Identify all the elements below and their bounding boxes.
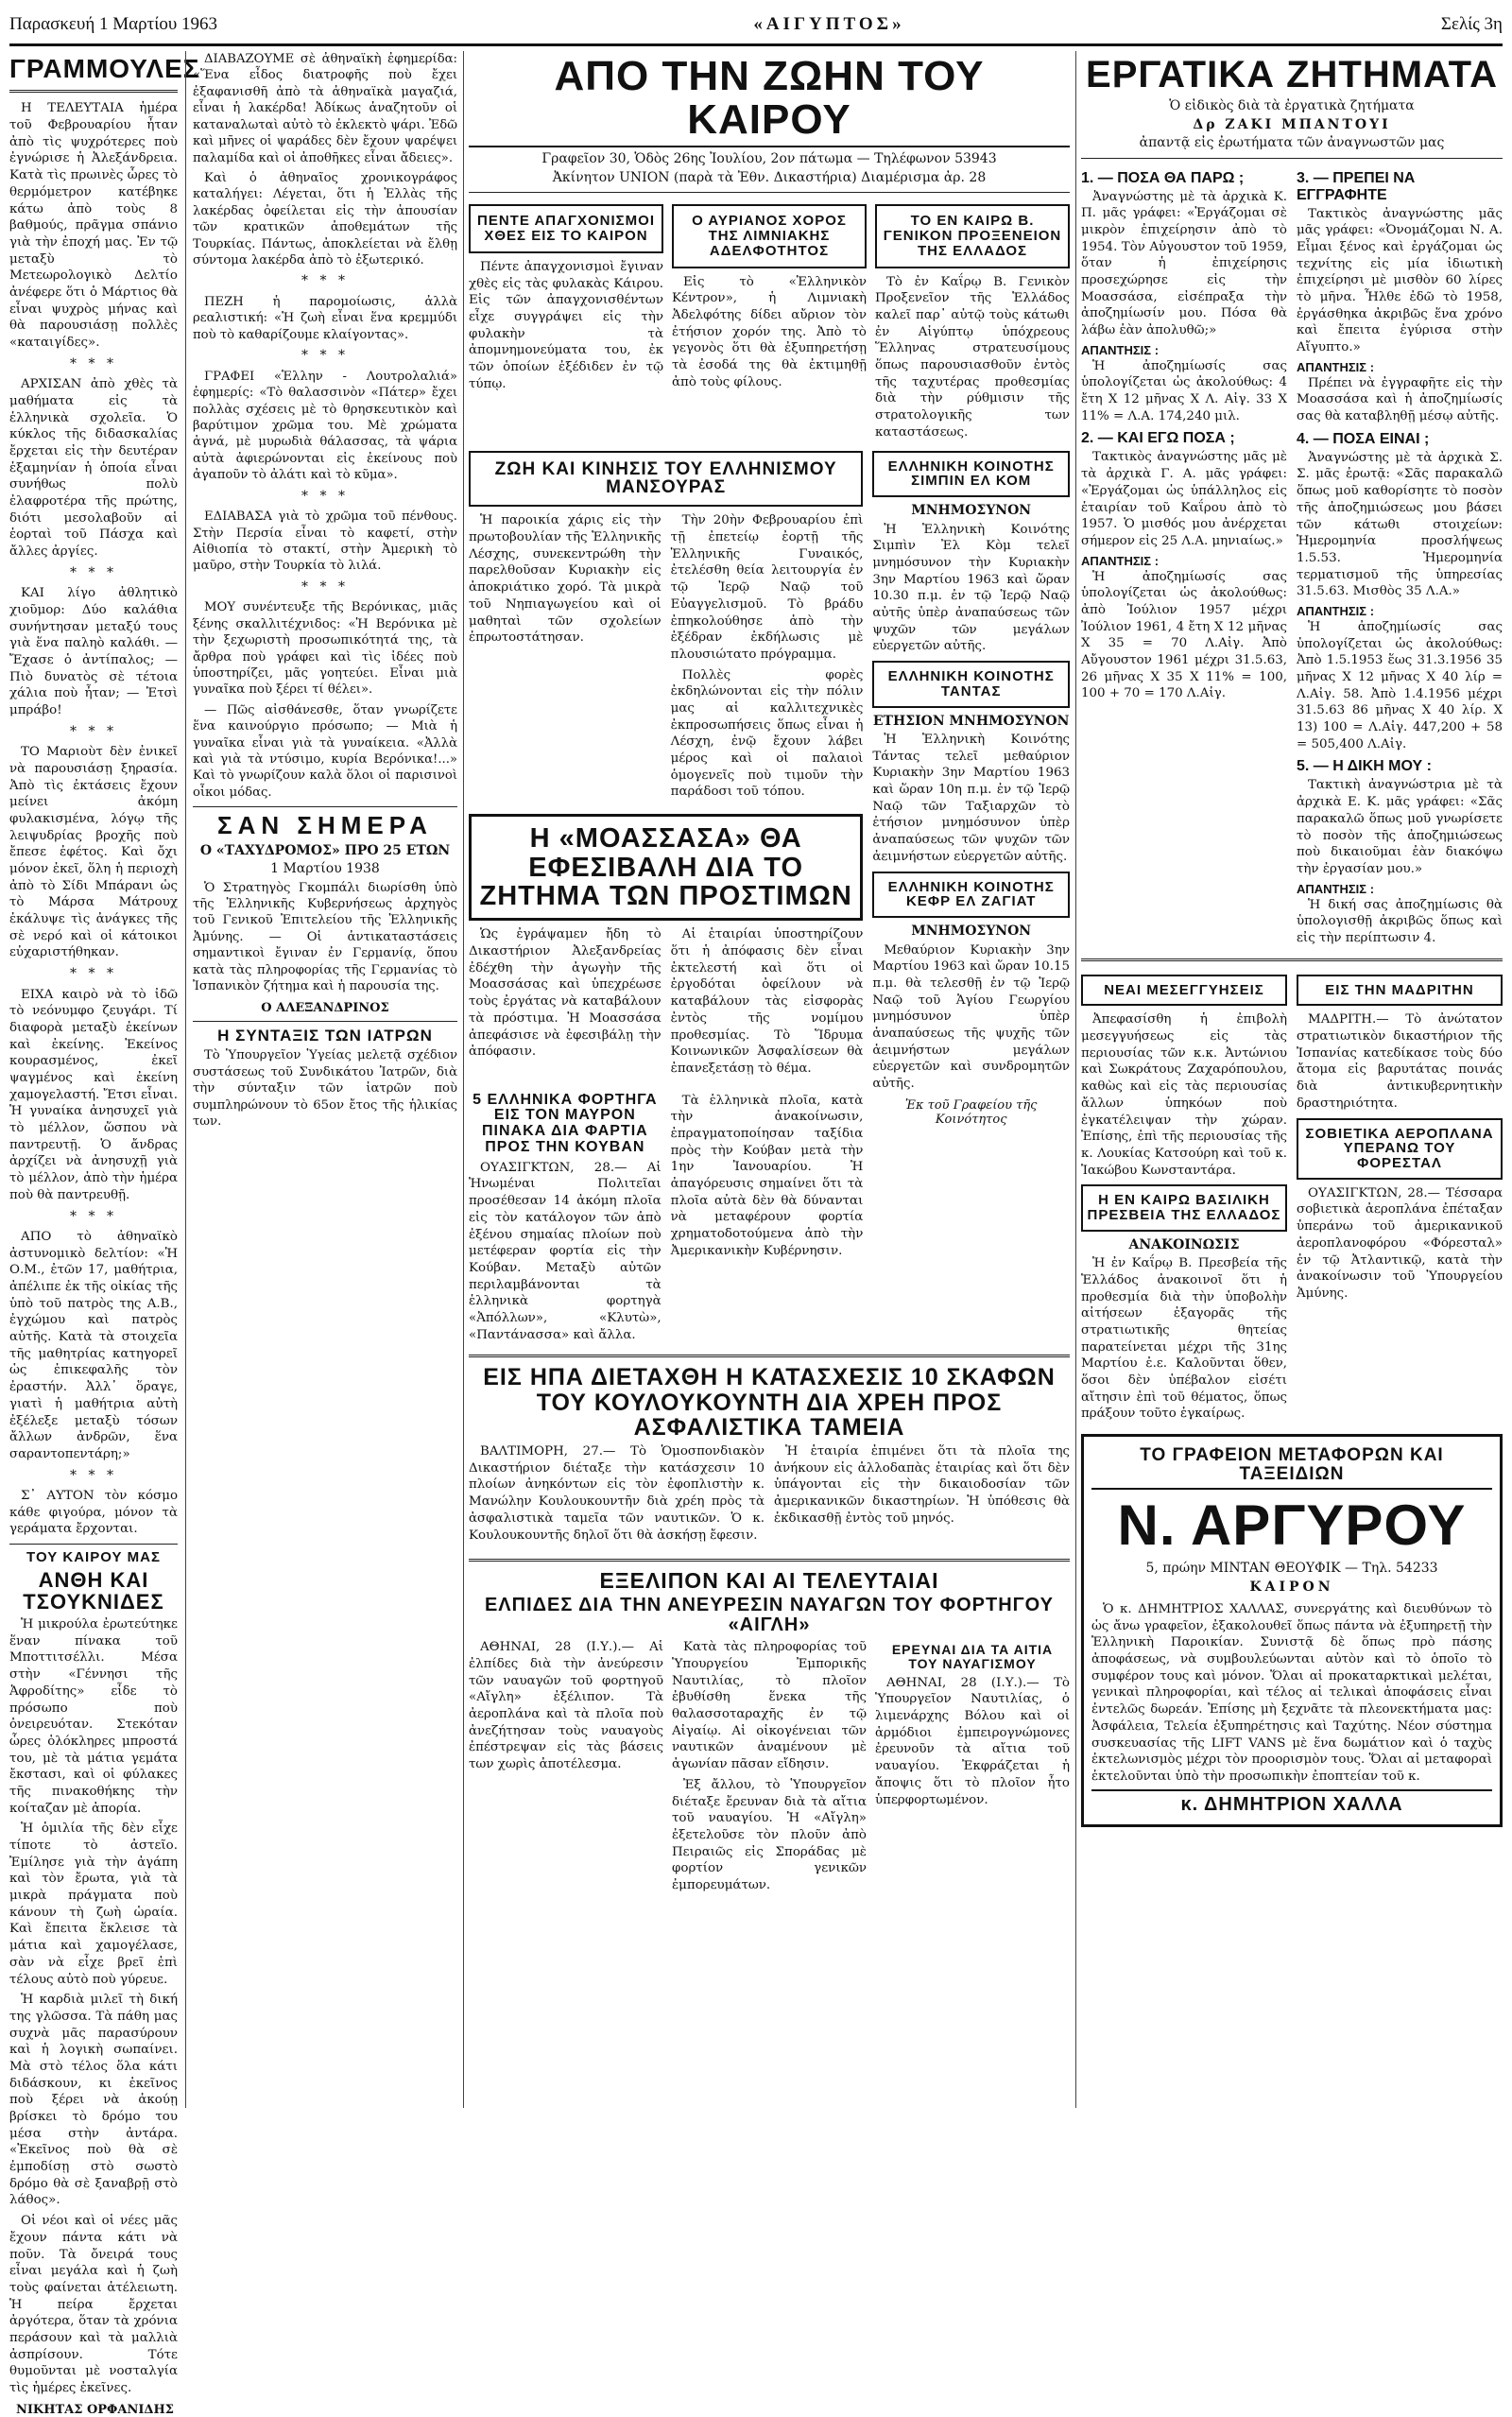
limniaki-choros-text: Εἰς τὸ «Ἑλληνικὸν Κέντρον», ἡ Λιμνιακὴ Ἀδελφότης δίδει αὔριον τὸν ἐτήσιον χορόν της. Ἀπὸ τὸ γεγονὸς ὅτι θὰ ἐξυπηρετήσῃ τὰ ἐσοδά της θὰ ἐκτιμηθῇ ἀπὸ τοὺς φίλους. <box>672 274 867 389</box>
muassasa-heading: Η «ΜΟΑΣΣΑΣΑ» ΘΑ ΕΦΕΣΙΒΑΛΗ ΔΙΑ ΤΟ ΖΗΤΗΜΑ ΤΩΝ ΠΡΟΣΤΙΜΩΝ <box>479 823 852 911</box>
presvia-heading: Η ΕΝ ΚΑΙΡΩ ΒΑΣΙΛΙΚΗ ΠΡΕΣΒΕΙΑ ΤΗΣ ΕΛΛΑΔΟΣ <box>1087 1192 1281 1223</box>
proxeneio-heading: ΤΟ ΕΝ ΚΑΙΡΩ Β. ΓΕΝΙΚΟΝ ΠΡΟΞΕΝΕΙΟΝ ΤΗΣ ΕΛΛΑΔΟΣ <box>883 213 1062 259</box>
sovietika-heading: ΣΟΒΙΕΤΙΚΑ ΑΕΡΟΠΛΑΝΑ ΥΠΕΡΑΝΩ ΤΟΥ ΦΟΡΕΣΤΑΛ <box>1305 1125 1494 1171</box>
grammoules-title: ΓΡΑΜΜΟΥΛΕΣ <box>9 54 200 83</box>
eklipon-text-3: Ἐξ ἄλλου, τὸ Ὑπουργεῖον διέταξε ἔρευναν διὰ τὰ αἴτια τοῦ ναυαγίου. Ἡ «Αἴγλη» ἐξετελοῦσε τὸν πλοῦν ἀπὸ Πειραιῶς εἰς Σποράδας μὲ φορτίον γενικῶν ἐμπορευμάτων. <box>672 1777 867 1892</box>
answer-4-text: Ἡ ἀποζημίωσίς σας ὑπολογίζεται ὡς ἀκολούθως: Ἀπὸ 1.5.1953 ἕως 31.3.1956 35 μῆνας Χ 12 μῆνας Χ 40 λίρ = Λ.Αἰγ. 58. Ἀπὸ 1.4.1956 μέχρι 31.5.63 86 μῆνας Χ 40 λίρ. Χ 13) 100 = Λ.Αἰγ. 447,200 + 58 = 505,400 Λ.Αἰγ. <box>1297 619 1503 751</box>
erevna-text: ΑΘΗΝΑΙ, 28 (Ι.Υ.).— Τὸ Ὑπουργεῖον Ναυτιλίας, ὁ λιμενάρχης Βόλου καὶ οἱ ἁρμόδιοι ἐμπειρογνώμονες ἐρευνοῦν τὰ αἴτια τοῦ ναυαγίου. Ἐκφράζεται ἡ ἄποψις ὅτι τὸ πλοῖον ἦτο ὑπερφορτωμένον. <box>875 1675 1070 1807</box>
muassasa-text-2: Αἱ ἑταιρίαι ὑποστηρίζουν ὅτι ἡ ἀπόφασις δὲν εἶναι ἐκτελεστή καὶ ὅτι οἱ ἐργοδόται ὀφείλουν νὰ καταβάλουν τὰς εἰσφορὰς ἐντὸς τῆς νομίμου προθεσμίας. Τὸ Ἵδρυμα Κοινωνικῶν Ἀσφαλίσεων θὰ ἐπανεξετάσῃ τὸ θέμα. <box>670 927 864 1076</box>
madriti-heading: ΕΙΣ ΤΗΝ ΜΑΔΡΙΤΗΝ <box>1325 981 1474 998</box>
grammoules-par-4: ΤΟ Μαριοὺτ δὲν ἐνικεῖ νὰ παρουσιάσῃ ξηρασία. Ἀπὸ τὶς ἐκτάσεις ἔχουν μείνει ἀκόμη φυλακισμένα, λόγῳ τῆς λειψυδρίας βροχῆς ποὺ ἔπεσε ἐφέτος. Καὶ ὄχι μόνον ἐκεῖ, ὅλη ἡ περιοχὴ ἀπὸ τὸ Σίδι Μπάρανι ὡς τὸ Μάρσα Μάτρουχ ἐκάλυψε τὶς ἀνάγκες τῆς σὲ νερό καὶ οἱ κάτοικοι εὐχαριστήθηκαν. <box>9 745 178 960</box>
kairou-mas-heading: ΤΟΥ ΚΑΙΡΟΥ ΜΑΣ <box>26 1549 161 1566</box>
question-3-heading: 3. — ΠΡΕΠΕΙ ΝΑ ΕΓΓΡΑΦΗΤΕ <box>1297 169 1416 203</box>
mesengiseis-text: Ἀπεφασίσθη ἡ ἐπιβολὴ μεσεγγυήσεως εἰς τὰς περιουσίας τῶν κ.κ. Ἀντώνιου καὶ Σωκράτους Ζαχαρόπουλου, καθὼς καὶ εἰς τὰς περιουσίας ἄλλων ὑπηκόων ποὺ ἐγκατέλειψαν τὴν χώραν. Ἐπίσης, ἐπὶ τῆς περιουσίας τῆς κ. Λουκίας Κατσούρη καὶ τοῦ κ. Ἰακώβου Κωνσταντάρα. <box>1081 1012 1287 1178</box>
san-simera-date: 1 Μαρτίου 1938 <box>270 861 380 877</box>
anthi-par-3: Ἡ καρδιὰ μιλεῖ τὴ δική της γλῶσσα. Τὰ πάθη μας συχνὰ μᾶς παρασύρουν καὶ ἡ λογικὴ σωπαίνει. Μὰ στὸ τέλος ὅλα κάτι διδάσκουν, κι ἐκεῖνος ποὺ ξέρει νὰ ἀκούῃ βρίσκει τὸ δρόμο του μέσα στὴν ἀντάρα. «Ἐκεῖνος ποὺ θὰ σὲ ἐμποδίσῃ στὸ σωστὸ δρόμο θὰ σὲ ξαναβρῇ στὸ λάθος». <box>9 1993 178 2208</box>
forthgia-heading: 5 ΕΛΛΗΝΙΚΑ ΦΟΡΤΗΓΑ ΕΙΣ ΤΟΝ ΜΑΥΡΟΝ ΠΙΝΑΚΑ ΔΙΑ ΦΑΡΤΙΑ ΠΡΟΣ ΤΗΝ ΚΟΥΒΑΝ <box>472 1091 658 1155</box>
anthi-par-1: Ἡ μικρούλα ἐρωτεύτηκε ἕναν πίνακα τοῦ Μποττιτσέλλι. Μέσα στὴν «Γέννησι τῆς Ἀφροδίτης» εἶδε τὸ πρόσωπο ποὺ ὀνειρευόταν. Στεκόταν ὧρες ὁλόκληρες μπροστά του, μὲ τὰ μάτια γεμάτα ἔκστασι, καὶ οἱ φύλακες τῆς πινακοθήκης τὴν κοίταζαν μὲ ἀπορία. <box>9 1617 178 1816</box>
kataschesis-heading: ΕΙΣ ΗΠΑ ΔΙΕΤΑΧΘΗ Η ΚΑΤΑΣΧΕΣΙΣ 10 ΣΚΑΦΩΝ ΤΟΥ ΚΟΥΛΟΥΚΟΥΝΤΗ ΔΙΑ ΧΡΕΗ ΠΡΟΣ ΑΣΦΑΛΙΣΤΙΚΑ ΤΑΜΕΙΑ <box>483 1364 1056 1441</box>
erevna-heading: ΕΡΕΥΝΑΙ ΔΙΑ ΤΑ ΑΙΤΙΑ ΤΟΥ ΝΑΥΑΓΙΣΜΟΥ <box>891 1642 1054 1672</box>
column-grammoules: ΓΡΑΜΜΟΥΛΕΣ Η ΤΕΛΕΥΤΑΙΑ ἡμέρα τοῦ Φεβρουαρίου ἦταν ἀπὸ τὶς ψυχρότερες ποὺ ἐγνώρισε ἡ Ἀλεξάνδρεια. Κατὰ τὶς πρωινὲς ὧρες τὸ θερμόμετρον κατέβηκε κάτω ἀπὸ τοὺς 8 βαθμούς, πρᾶγμα σπάνιο γιὰ τὴν ἐποχή μας. Ἐν τῷ μεταξὺ τὸ Μετεωρολογικὸ Δελτίο ἀνέφερε ὅτι ὁ Μάρτιος θὰ εἶναι ψυχρὸς μήνας καὶ θὰ παρουσιάσῃ πολλὲς «καταιγίδες». * * * ΑΡΧΙΣΑΝ ἀπὸ χθὲς τὰ μαθήματα εἰς τὰ ἑλληνικὰ σχολεῖα. Ὁ κύκλος τῆς διδασκαλίας ἔρχεται εἰς τὴν δευτέραν ἑξαμηνίαν ἡ ὁποία εἶναι συνήθως πολὺ ἐλαφροτέρα τῆς πρώτης, διότι μεσολαβοῦν αἱ ἑορταὶ τοῦ Πάσχα καὶ ἄλλες ἀργίες. * * * ΚΑΙ λίγο ἀθλητικὸ χιοῦμορ: Δύο καλάθια συνήντησαν μεταξύ τους γιὰ ἕνα παληὸ καλάθι. — Ἔχασε ὁ ἀντίπαλος; — Πιὸ δυνατὸς σὲ τέτοια χάλια ποὺ ἦταν; — Ἐτσὶ μπράβο! * * * ΤΟ Μαριοὺτ δὲν ἐνικεῖ νὰ παρουσιάσῃ ξηρασία. Ἀπὸ τὶς ἐκτάσεις ἔχουν μείνει ἀκόμη φυλακισμένα, λόγῳ τῆς λειψυδρίας βροχῆς ποὺ ἔπεσε ἐφέτος. Καὶ ὄχι μόνον ἐκεῖ, ὅλη ἡ περιοχὴ ἀπὸ τὸ Σίδι Μπάρανι ὡς τὸ Μάρσα Μάτρουχ ἐκάλυψε τὶς ἀνάγκες τῆς σὲ νερό καὶ οἱ κάτοικοι εὐχαριστήθηκαν. * * * ΕΙΧΑ καιρὸ νὰ τὸ ἰδῶ τὸ νεόνυμφο ζευγάρι. Τί διαφορὰ μεταξὺ ἐκείνων καὶ ἐκείνης. Ἐκείνος κουρασμένος, ἐκεῖ ψαγμένος καὶ ἐκείνη χαμογελαστή. Ἔτσι εἶναι. Ἡ γυναίκα ἀνησυχεῖ γιὰ τὸ μέλλον, ὥσπου νὰ παντρευτῇ. Ὁ ἄνδρας ἀρχίζει νὰ ἀνησυχῇ γιὰ τὸ μέλλον, ἀπὸ τὴν ἡμέρα ποὺ θὰ παντρευθῇ. * * * ΑΠΟ τὸ ἀθηναϊκὸ ἀστυνομικὸ δελτίον: «Ἡ Ο.Μ., ἐτῶν 17, μαθήτρια, ἀπέλιπε ἐκ τῆς οἰκίας τῆς ὑπὸ τοῦ πατρὸς της Α.Β., ἐγχώμου καὶ πατρὸς αὐτῆς. Κατὰ τὰ στοιχεῖα τῆς μαθητρίας κατηγορεῖ ὡς ἐπικεφαλῆς τὸν ἐραστήν. Ἀλλ᾽ ὅραγε, γιατὶ ἡ μαθήτρια αὐτὴ ἐξέλεξε μεταξὺ τόσων ἄλλων ἀνδρῶν, ἕνα σαραντοπεντάρη;» * * * Σ᾽ ΑΥΤΟΝ τὸν κόσμο κάθε φιγούρα, μόνον τὰ γεράματα ἔρχονται. ΤΟΥ ΚΑΙΡΟΥ ΜΑΣ ΑΝΘΗ ΚΑΙ ΤΣΟΥΚΝΙΔΕΣ Ἡ μικρούλα ἐρωτεύτηκε ἕναν πίνακα τοῦ Μποττιτσέλλι. Μέσα στὴν «Γέννησι τῆς Ἀφροδίτης» εἶδε τὸ πρόσωπο ποὺ ὀνειρευόταν. Στεκόταν ὧρες ὁλόκληρες μπροστά του, μὲ τὰ μάτια γεμάτα ἔκστασι, καὶ οἱ φύλακες τῆς πινακοθήκης τὴν κοίταζαν μὲ ἀπορία. Ἡ ὁμιλία τῆς δὲν εἶχε τίποτε τὸ ἀστεῖο. Ἐμίλησε γιὰ τὴν ἀγάπη καὶ τὸν ἔρωτα, γιὰ τὰ μικρὰ πράγματα ποὺ κάνουν τὴ ζωὴ ὡραία. Καὶ ἔπειτα ἔκλεισε τὰ μάτια καὶ χαμογέλασε, σὰν νὰ εἶχε βρεῖ ἐπὶ τέλους αὐτὸ ποὺ γύρευε. Ἡ καρδιὰ μιλεῖ τὴ δική της γλῶσσα. Τὰ πάθη μας συχνὰ μᾶς παρασύρουν καὶ ἡ λογικὴ σωπαίνει. Μὰ στὸ τέλος ὅλα κάτι διδάσκουν, κι ἐκεῖνος ποὺ ξέρει νὰ ἀκούῃ βρίσκει τὸ δρόμο του μέσα στὴν ἀντάρα. «Ἐκεῖνος ποὺ θὰ σὲ ἐμποδίσῃ στὸ σωστὸ δρόμο θὰ σὲ ξαναβρῇ στὸ λάθος». Οἱ νέοι καὶ οἱ νέες μᾶς ἔχουν πάντα κάτι νὰ ποῦν. Τὰ ὄνειρά τους εἶναι μεγάλα καὶ ἡ ζωὴ τοὺς φαίνεται ἀτέλειωτη. Ἡ πείρα ἔρχεται ἀργότερα, ὅταν τὰ χρόνια περάσουν καὶ τὰ μαλλιὰ ἀσπρίσουν. Τότε θυμοῦνται μὲ νοσταλγία τὶς ἡμέρες ἐκεῖνες. ΝΙΚΗΤΑΣ ΟΡΦΑΝΙΔΗΣ <box>9 54 200 2417</box>
koinotita-simpin-subtitle: ΜΝΗΜΟΣΥΝΟΝ <box>911 503 1032 518</box>
office-line-1: Γραφεῖον 30, Ὁδὸς 26ης Ἰουλίου, 2ον πάτωμα — Τηλέφωνον 53943 <box>541 151 997 167</box>
mansouras-text-2: Τὴν 20ὴν Φεβρουαρίου ἐπὶ τῇ ἐπετείῳ ἐορτῇ τῆς Ἑλληνικῆς Γυναικός, ἐτελέσθη θεία λειτουργία ἐν τῷ Ἱερῷ Ναῷ τοῦ Εὐαγγελισμοῦ. Τὸ βράδυ ἐπηκολούθησε ἀπὸ τὴν ἐξέδραν ἐκδήλωσις μὲ πλουσιώτατο πρόγραμμα. <box>670 513 864 662</box>
col2-par-5: ΕΔΙΑΒΑΣΑ γιὰ τὸ χρῶμα τοῦ πένθους. Στὴν Περσία εἶναι τὸ καφετί, στὴν Αἰθιοπία τὸ στακτί, στὴν Ἀμερικὴ τὸ μαῦρο, στὴν Τουρκία τὸ λιλά. <box>193 509 457 574</box>
col2-par-2: Καὶ ὁ ἀθηναῖος χρονικογράφος καταλήγει: Λέγεται, ὅτι ἡ Ἑλλὰς τῆς λακέρδας ὀφείλεται εἰς τὴν ἀπουσίαν τῶν κρατικῶν ἀποθεμάτων τῆς Τουρκίας. Πάντως, ἀποκλείεται νὰ ἔλθῃ σύντομα λακέρδα ἀπὸ τὸ ἐξωτερικό. <box>193 170 457 268</box>
koinotita-simpin-heading: ΕΛΛΗΝΙΚΗ ΚΟΙΝΟΤΗΣ ΣΙΜΠΙΝ ΕΛ ΚΟΜ <box>887 458 1055 490</box>
argyrou-advertisement <box>1081 1434 1503 1826</box>
question-1-heading: 1. — ΠΟΣΑ ΘΑ ΠΑΡΩ ; <box>1081 169 1245 186</box>
iatroi-heading: Η ΣΥΝΤΑΞΙΣ ΤΩΝ ΙΑΤΡΩΝ <box>217 1026 433 1044</box>
col2-par-6: ΜΟΥ συνέντευξε τῆς Βερόνικας, μιᾶς ξένης σκαλλιτέχνιδος: «Ἡ Βερόνικα μὲ τὴν ξεχωριστὴ προσωπικότητά της, τὰ ἄρθρα ποὺ γράφει καὶ τὶς ἰδέες ποὺ ὑποστηρίζει, μᾶς γοητεύει. Εἶναι μιὰ γυναῖκα ποὺ ξέρει τί θέλει». <box>193 600 457 698</box>
answer-3-label: ΑΠΑΝΤΗΣΙΣ : <box>1297 359 1375 374</box>
limniaki-choros-heading: Ο ΑΥΡΙΑΝΟΣ ΧΟΡΟΣ ΤΗΣ ΛΙΜΝΙΑΚΗΣ ΑΔΕΛΦΟΤΗΤΟΣ <box>692 213 847 259</box>
masthead-page-number: Σελίς 3η <box>1440 14 1503 34</box>
center-section <box>469 51 1070 2108</box>
proxeneio-text: Τὸ ἐν Καΐρῳ Β. Γενικὸν Προξενεῖον τῆς Ἑλλάδος καλεῖ παρ᾽ αὐτῷ τοὺς κάτωθι ἐν Αἰγύπτῳ ὑπόχρεους Ἕλληνας στρατευσίμους ὅπως παρουσιασθοῦν ἐντὸς τῆς ταχυτέρας προθεσμίας διὰ τὴν ρύθμισιν τῆς στρατολογικῆς των καταστάσεως. <box>875 274 1070 440</box>
ad-text: Ὁ κ. ΔΗΜΗΤΡΙΟΣ ΧΑΛΛΑΣ, συνεργάτης καὶ διευθύνων τὸ ὡς ἄνω γραφεῖον, ἐξακολουθεῖ ὅπως πάντα νὰ ἐξυπηρετῇ τὴν Ἑλληνικὴ Παροικίαν. Συνιστᾷ δὲ ὅπως πρὸ πάσης ἀποφάσεως, νὰ συμβουλεύωνται αὐτὸν καὶ τὸ ὁποῖο τὸ συμφέρον τους καὶ μόνον. Ὅλαι αἱ προκαταρκτικαὶ μελέται, γενικαὶ πληροφορίαι, καὶ τέλος αἱ τελικαὶ ἀποφάσεις εἶναι ἐντελῶς δωρεάν. Ἐπίσης μὴ ξεχνᾶτε τὰ πλεονεκτήματα μας: Ἀσφάλεια, Τελεία ἐξυπηρέτησις καὶ Ταχύτης. Νέον σύστημα συσκευασίας τῆς LIFT VANS μὲ ἕνα δωμάτιον καὶ ὁ ταχὺς ἐκτελωνισμὸς μέχρι τὸν προορισμὸν τους. Ὅλαι αἱ μεταφοραὶ ἐκτελοῦνται ὑπὸ τὴν προσωπικὴν ἐποπτείαν τοῦ κ. <box>1091 1602 1492 1784</box>
koinotita-tantas-text: Ἡ Ἑλληνικὴ Κοινότης Τάντας τελεῖ μεθαύριον Κυριακὴν 3ην Μαρτίου 1963 καὶ ὥραν 10η π.μ. ἐν τῷ Ἱερῷ Ναῷ τῶν Ταξιαρχῶν τὸ ἐτήσιον μνημόσυνον ὑπὲρ ἀναπαύσεως τῶν ψυχῶν τῶν ἀειμνήστων εὐεργετῶν αὐτῆς. <box>872 733 1070 864</box>
forthgia-text-2: Τὰ ἑλληνικὰ πλοῖα, κατὰ τὴν ἀνακοίνωσιν, ἐπραγματοποίησαν ταξίδια πρὸς τὴν Κούβαν μετὰ τὴν 1ην Ἰανουαρίου. Ἡ ἀπαγόρευσις σημαίνει ὅτι τὰ πλοῖα αὐτὰ δὲν θὰ δύνανται νὰ μεταφέρουν φορτία χρηματοδοτούμενα ἀπὸ τὴν Ἀμερικανικὴν Κυβέρνησιν. <box>670 1093 864 1258</box>
masthead-paper-name: «ΑΙΓΥΠΤΟΣ» <box>753 14 905 34</box>
right-section <box>1081 51 1503 2108</box>
col2-par-4: ΓΡΑΦΕΙ «Ἑλλην - Λουτρολαλιά» ἐφημερίς: «Τὸ θαλασσινὸν «Πάτερ» ἔχει πολλὰς σχέσεις μὲ τὸ θρησκευτικὸν καὶ βαρύτιμον χρῶμα του. Μὲ χρώματα ἁγνά, μὲ μυρωδιὰ θάλασσας, τὰ ψάρια αὐτὰ ἀφιερώνονται εἰς ἐκείνους ποὺ ἀγαποῦν τὸ ἀλάτι καὶ τὸ κῦμα». <box>193 369 457 483</box>
office-line-2: Ἀκίνητον UNION (παρὰ τὰ Ἐθν. Δικαστήρια) Διαμέρισμα ἀρ. 28 <box>552 169 987 185</box>
masthead-date: Παρασκευή 1 Μαρτίου 1963 <box>9 14 217 34</box>
masthead <box>9 6 1503 46</box>
anthi-tsouknides-heading: ΑΝΘΗ ΚΑΙ ΤΣΟΥΚΝΙΔΕΣ <box>23 1567 164 1614</box>
koinotita-signoff: Ἐκ τοῦ Γραφείου τῆς Κοινότητος <box>904 1097 1038 1127</box>
grammoules-par-1: Η ΤΕΛΕΥΤΑΙΑ ἡμέρα τοῦ Φεβρουαρίου ἦταν ἀπὸ τὶς ψυχρότερες ποὺ ἐγνώρισε ἡ Ἀλεξάνδρεια. Κατὰ τὶς πρωινὲς ὧρες τὸ θερμόμετρον κατέβηκε κάτω ἀπὸ τοὺς 8 βαθμούς, πρᾶγμα σπάνιο γιὰ τὴν ἐποχή μας. Ἐν τῷ μεταξὺ τὸ Μετεωρολογικὸ Δελτίο ἀνέφερε ὅτι ὁ Μάρτιος θὰ εἶναι ψυχρὸς μήνας καὶ θὰ παρουσιάσῃ πολλὲς «καταιγίδες». <box>9 101 178 351</box>
ad-footer-name: κ. ΔΗΜΗΤΡΙΟΝ ΧΑΛΛΑ <box>1091 1789 1492 1815</box>
question-4-text: Ἀναγνώστης μὲ τὰ ἀρχικὰ Σ. Σ. μᾶς ἐρωτᾷ: «Σᾶς παρακαλῶ ὅπως μοῦ καθορίσητε τὸ ποσὸν τῆς ἀποζημιώσεως μου βάσει τῶν κάτωθι στοιχείων: Ἡμερομηνία προσλήψεως 1.5.53. Ἡμερομηνία τερματισμοῦ τῆς ὑπηρεσίας 31.5.63. Μισθὸς 35 Λ.Α.» <box>1297 450 1503 599</box>
signature-alexandrinos: Ο ΑΛΕΞΑΝΔΡΙΝΟΣ <box>261 1000 389 1015</box>
answer-2-label: ΑΠΑΝΤΗΣΙΣ : <box>1081 553 1160 568</box>
muassasa-text-1: Ὡς ἐγράψαμεν ἤδη τὸ Δικαστήριον Ἀλεξανδρείας ἐδέχθη τὴν ἀγωγὴν τῆς Μοασσάσας καὶ ὑπεχρέωσε τοὺς ἐργάτας νὰ καταβάλουν τὰ πρόστιμα. Ἡ Μοασσάσα ἀπεφάσισε νὰ ἐφεσιβάλῃ τὴν ἀπόφασιν. <box>469 927 662 1060</box>
san-simera-text: Ὁ Στρατηγὸς Γκομπάλι διωρίσθη ὑπὸ τῆς Ἑλληνικῆς Κυβερνήσεως ἀρχηγὸς τοῦ Γενικοῦ Ἐπιτελείου τῆς Ἑλληνικῆς Ἀμύνης. — Οἱ ἀντικαταστάσεις σημαντικοὶ ἔγιναν ἐν Γερμανίᾳ, ὅπου κατὰ τὰς πληροφορίας τῆς Γερμανίας τὸ Ἰσπανικὸν ζήτημα καὶ ἡ παρουσία της. <box>193 880 457 994</box>
grammoules-par-2: ΑΡΧΙΣΑΝ ἀπὸ χθὲς τὰ μαθήματα εἰς τὰ ἑλληνικὰ σχολεῖα. Ὁ κύκλος τῆς διδασκαλίας ἔρχεται εἰς τὴν δευτέραν ἑξαμηνίαν ἡ ὁποία εἶναι συνήθως πολὺ ἐλαφροτέρα τῆς πρώτης, διότι μεσολαβοῦν αἱ ἑορταὶ τοῦ Πάσχα καὶ ἄλλες ἀργίες. <box>9 377 178 560</box>
san-simera-subtitle: Ο «ΤΑΧΥΔΡΟΜΟΣ» ΠΡΟ 25 ΕΤΩΝ <box>199 842 451 858</box>
madriti-text: ΜΑΔΡΙΤΗ.— Τὸ ἀνώτατον στρατιωτικὸν δικαστήριον τῆς Ἰσπανίας κατεδίκασε τοὺς δύο ἄτομα εἰς βαρυτάτας ποινάς διὰ ἀντικυβερνητικὴν δραστηριότητα. <box>1297 1012 1503 1111</box>
mansouras-heading: ΖΩΗ ΚΑΙ ΚΙΝΗΣΙΣ ΤΟΥ ΕΛΛΗΝΙΣΜΟΥ ΜΑΝΣΟΥΡΑΣ <box>494 458 837 498</box>
question-5-text: Τακτικὴ ἀναγνώστρια μὲ τὰ ἀρχικὰ Ε. Κ. μᾶς γράφει: «Σᾶς παρακαλῶ ὅπως μοῦ γνωρίσετε τὸ ποσὸν τῆς ἀποζημιώσεως ποὺ δικαιοῦμαι ἐὰν διακόψω τὴν ἐργασίαν μου.» <box>1297 778 1503 876</box>
eklipon-text-2: Κατὰ τὰς πληροφορίας τοῦ Ὑπουργείου Ἐμπορικῆς Ναυτιλίας, τὸ πλοῖον ἐβυθίσθη ἕνεκα τῆς θαλασσοταραχῆς ἐν τῷ Αἰγαίῳ. Αἱ οἰκογένειαι τῶν ναυτικῶν ἀναμένουν μὲ ἀγωνίαν πᾶσαν εἴδησιν. <box>672 1640 867 1772</box>
column-second: ΔΙΑΒΑΖΟΥΜΕ σὲ ἀθηναϊκὴ ἐφημερίδα: «Ἕνα εἶδος διατροφῆς ποὺ ἔχει ἐξαφανισθῆ ἀπὸ τὰ ἀθηναϊκὰ μαγαζιά, εἶναι ἡ λακέρδα! Ἀδίκως ἀναζητοῦν οἱ καταναλωταὶ αὐτὸ τὸ ἐκλεκτὸ ψάρι. Ἐδῶ καὶ μῆνες οἱ ψαράδες δὲν ἔχουν ψαρέψει παλαμίδα καὶ οἱ ἀποθῆκες εἶναι ἄδειες». Καὶ ὁ ἀθηναῖος χρονικογράφος καταλήγει: Λέγεται, ὅτι ἡ Ἑλλὰς τῆς λακέρδας ὀφείλεται εἰς τὴν ἀπουσίαν τῶν κρατικῶν ἀποθεμάτων τῆς Τουρκίας. Πάντως, ἀποκλείεται νὰ ἔλθῃ σύντομα λακέρδα ἀπὸ τὸ ἐξωτερικό. * * * ΠΕΖΗ ἡ παρομοίωσις, ἀλλὰ ρεαλιστική: «Ἡ ζωὴ εἶναι ἕνα κρεμμύδι ποὺ τὸ καθαρίζουμε κλαίγοντας». * * * ΓΡΑΦΕΙ «Ἑλλην - Λουτρολαλιά» ἐφημερίς: «Τὸ θαλασσινὸν «Πάτερ» ἔχει πολλὰς σχέσεις μὲ τὸ θρησκευτικὸν καὶ βαρύτιμον χρῶμα του. Μὲ χρώματα ἁγνά, μὲ μυρωδιὰ θάλασσας, τὰ ψάρια αὐτὰ ἀφιερώνονται εἰς ἐκείνους ποὺ ἀγαποῦν τὸ ἀλάτι καὶ τὸ κῦμα». * * * ΕΔΙΑΒΑΣΑ γιὰ τὸ χρῶμα τοῦ πένθους. Στὴν Περσία εἶναι τὸ καφετί, στὴν Αἰθιοπία τὸ στακτί, στὴν Ἀμερικὴ τὸ μαῦρο, στὴν Τουρκία τὸ λιλά. * * * ΜΟΥ συνέντευξε τῆς Βερόνικας, μιᾶς ξένης σκαλλιτέχνιδος: «Ἡ Βερόνικα μὲ τὴν ξεχωριστὴ προσωπικότητά της, τὰ ἄρθρα ποὺ γράφει καὶ τὶς ἰδέες ποὺ ὑποστηρίζει, μᾶς γοητεύει. Εἶναι μιὰ γυναῖκα ποὺ ξέρει τί θέλει». — Πῶς αἰσθάνεσθε, ὅταν γνωρίζετε ἕνα καινούργιο πρόσωπο; — Μιὰ ἡ γυναῖκα εἶναι γιὰ τὰ γυναίκεια. «Ἀλλὰ καὶ γιὰ τὰ ντύσιμο, κυρία Βερόνικα!...» Καὶ τὸ γνωρίζουν καλὰ ὅλοι οἱ παρισινοὶ οἶκοι μόδας. ΣΑΝ ΣΗΜΕΡΑ Ο «ΤΑΧΥΔΡΟΜΟΣ» ΠΡΟ 25 ΕΤΩΝ 1 Μαρτίου 1938 Ὁ Στρατηγὸς Γκομπάλι διωρίσθη ὑπὸ τῆς Ἑλληνικῆς Κυβερνήσεως ἀρχηγὸς τοῦ Γενικοῦ Ἐπιτελείου τῆς Ἑλληνικῆς Ἀμύνης. — Οἱ ἀντικαταστάσεις σημαντικοὶ ἔγιναν ἐν Γερμανίᾳ, ὅπου κατὰ τὰς πληροφορίας τῆς Γερμανίας τὸ Ἰσπανικὸν ζήτημα καὶ ἡ παρουσία της. Ο ΑΛΕΞΑΝΔΡΙΝΟΣ Η ΣΥΝΤΑΞΙΣ ΤΩΝ ΙΑΤΡΩΝ Τὸ Ὑπουργεῖον Ὑγείας μελετᾷ σχέδιον συστάσεως τοῦ Συνδικάτου Ἰατρῶν, διὰ τὴν σύνταξιν τῶν ἰατρῶν ποὺ συμπληρώνουν τὸ 65ον ἔτος τῆς ἡλικίας των. <box>193 52 457 1130</box>
grammoules-par-7: Σ᾽ ΑΥΤΟΝ τὸν κόσμο κάθε φιγούρα, μόνον τὰ γεράματα ἔρχονται. <box>9 1489 178 1537</box>
koinotita-kefr-heading: ΕΛΛΗΝΙΚΗ ΚΟΙΝΟΤΗΣ ΚΕΦΡ ΕΛ ΖΑΓΙΑΤ <box>887 878 1055 910</box>
eklipon-text-1: ΑΘΗΝΑΙ, 28 (Ι.Υ.).— Αἱ ἐλπίδες διὰ τὴν ἀνεύρεσιν τῶν ναυαγῶν τοῦ φορτηγοῦ «Αἴγλη» ἐξέλιπον. Τὰ ἀεροπλάνα καὶ τὰ πλοῖα ποὺ ἀνεζήτησαν τοὺς ναυαγοὺς ἐπέστρεψαν εἰς τὰς βάσεις των χωρὶς ἀποτέλεσμα. <box>469 1640 663 1772</box>
presvia-text: Ἡ ἐν Καΐρῳ Β. Πρεσβεία τῆς Ἑλλάδος ἀνακοινοῖ ὅτι ἡ προθεσμία διὰ τὴν ὑποβολὴν αἰτήσεων ἐξαγορᾶς τῆς στρατιωτικῆς θητείας παρατείνεται μέχρι τῆς 31ης Μαρτίου ἐ.ε. Καλοῦνται ὅθεν, ὅσοι δὲν ὑπέβαλον εἰσέτι αἴτησιν ἐπὶ τοῦ θέματος, ὅπως πράξουν τοῦτο ἐγκαίρως. <box>1081 1256 1287 1422</box>
mansouras-text-3: Πολλὲς φορὲς ἐκδηλώνονται εἰς τὴν πόλιν μας αἱ καλλιτεχνικὲς ἐκπροσωπήσεις ὅπως εἶναι ἡ Λέσχη, ἐνῷ ἔχουν λάβει μέρος καὶ οἱ παλαιοὶ ὁμογενεῖς ποὺ τιμοῦν τὴν παράδοσι τοῦ τόπου. <box>670 667 864 800</box>
koinotita-kefr-text: Μεθαύριον Κυριακὴν 3ην Μαρτίου 1963 καὶ ὥραν 10.15 π.μ. θὰ τελεσθῇ ἐν τῷ Ἱερῷ Ναῷ τοῦ Ἁγίου Γεωργίου μνημόσυνον ὑπὲρ ἀναπαύσεως τῆς ψυχῆς τῶν ἀειμνήστων μεγάλων εὐεργετῶν καὶ συνδρομητῶν αὐτῆς. <box>872 942 1070 1091</box>
ergatika-title: ΕΡΓΑΤΙΚΑ ΖΗΤΗΜΑΤΑ <box>1086 54 1498 95</box>
col2-par-7: — Πῶς αἰσθάνεσθε, ὅταν γνωρίζετε ἕνα καινούργιο πρόσωπο; — Μιὰ ἡ γυναῖκα εἶναι γιὰ τὰ γυναίκεια. «Ἀλλὰ καὶ γιὰ τὰ ντύσιμο, κυρία Βερόνικα!...» Καὶ τὸ γνωρίζουν καλὰ ὅλοι οἱ παρισινοὶ οἶκοι μόδας. <box>193 702 457 800</box>
san-simera-heading: ΣΑΝ ΣΗΜΕΡΑ <box>217 811 433 840</box>
apagxonismoi-heading: ΠΕΝΤΕ ΑΠΑΓΧΟΝΙΣΜΟΙ ΧΘΕΣ ΕΙΣ ΤΟ ΚΑΙΡΟΝ <box>477 213 655 245</box>
answer-5-text: Ἡ δική σας ἀποζημίωσις θὰ ὑπολογισθῇ ἀκριβῶς ὅπως καὶ εἰς τὴν περίπτωσιν 4. <box>1297 897 1503 945</box>
mesengiseis-heading: ΝΕΑΙ ΜΕΣΕΓΓΥΗΣΕΙΣ <box>1104 981 1264 998</box>
koinotita-kefr-subtitle: ΜΝΗΜΟΣΥΝΟΝ <box>911 924 1032 939</box>
question-4-heading: 4. — ΠΟΣΑ ΕΙΝΑΙ ; <box>1297 430 1430 447</box>
answer-1-text: Ἡ ἀποζημίωσίς σας ὑπολογίζεται ὡς ἀκολούθως: 4 ἔτη Χ 12 μῆνας Χ Λ. Αἰγ. 33 Χ 11% = Λ.Α. 174,240 μιλ. <box>1081 358 1287 423</box>
answer-4-label: ΑΠΑΝΤΗΣΙΣ : <box>1297 603 1375 618</box>
ad-company-name: Ν. ΑΡΓΥΡΟΥ <box>1117 1493 1467 1557</box>
eklipon-heading-2: ΕΛΠΙΔΕΣ ΔΙΑ ΤΗΝ ΑΝΕΥΡΕΣΙΝ ΝΑΥΑΓΩΝ ΤΟΥ ΦΟΡΤΗΓΟΥ «ΑΙΓΛΗ» <box>484 1595 1055 1636</box>
kataschesis-text-1: ΒΑΛΤΙΜΟΡΗ, 27.— Τὸ Ὁμοσπονδιακὸν Δικαστήριον διέταξε τὴν κατάσχεσιν 10 πλοίων ἀνηκόντων εἰς τὸν ἐφοπλιστὴν κ. Μανώλην Κουλουκουντῆν διὰ χρέη πρὸς τὰ ἀσφαλιστικὰ ταμεῖα τῶν ναυτικῶν. Ὁ κ. Κουλουκουντῆς δηλοῖ ὅτι θὰ ἀσκήσῃ ἔφεσιν. <box>469 1444 765 1543</box>
anthi-par-2: Ἡ ὁμιλία τῆς δὲν εἶχε τίποτε τὸ ἀστεῖο. Ἐμίλησε γιὰ τὴν ἀγάπη καὶ τὸν ἔρωτα, γιὰ τὰ μικρὰ πράγματα ποὺ κάνουν τὴ ζωὴ ὡραία. Καὶ ἔπειτα ἔκλεισε τὰ μάτια καὶ χαμογέλασε, σὰν νὰ εἶχε βρεῖ ἐπὶ τέλους αὐτὸ ποὺ γύρευε. <box>9 1821 178 1987</box>
answer-1-label: ΑΠΑΝΤΗΣΙΣ : <box>1081 342 1160 357</box>
koinotita-simpin-text: Ἡ Ἑλληνικὴ Κοινότης Σιμπὶν Ἐλ Κὸμ τελεῖ μνημόσυνον τὴν Κυριακὴν 3ην Μαρτίου 1963 καὶ ὥραν 10.30 π.μ. ἐν τῷ Ἱερῷ Ναῷ αὐτῆς ὑπὲρ ἀναπαύσεως τῶν ψυχῶν τῶν μεγάλων εὐεργετῶν αὐτῆς. <box>872 522 1070 654</box>
question-2-heading: 2. — ΚΑΙ ΕΓΩ ΠΟΣΑ ; <box>1081 430 1235 447</box>
question-3-text: Τακτικὸς ἀναγνώστης μᾶς μᾶς γράφει: «Ὀνομάζομαι Ν. Α. Εἶμαι ξένος καὶ ἐργάζομαι ὡς τεχνίτης εἰς μία ἰδιωτικὴ ἐπιχείρησι μὲ μισθὸν 60 λίρες τὸ μῆνα. Ἦλθε ἐδῶ τὸ 1958, ἐργάσθηκα ἀκριβῶς ἕνα χρόνο καὶ ἔπειτα ἐγύρισα στὴν Αἴγυπτο.» <box>1297 206 1503 354</box>
koinotita-tantas-heading: ΕΛΛΗΝΙΚΗ ΚΟΙΝΟΤΗΣ ΤΑΝΤΑΣ <box>887 668 1055 699</box>
col2-par-1: ΔΙΑΒΑΖΟΥΜΕ σὲ ἀθηναϊκὴ ἐφημερίδα: «Ἕνα εἶδος διατροφῆς ποὺ ἔχει ἐξαφανισθῆ ἀπὸ τὰ ἀθηναϊκὰ μαγαζιά, εἶναι ἡ λακέρδα! Ἀδίκως ἀναζητοῦν οἱ καταναλωταὶ αὐτὸ τὸ ἐκλεκτὸ ψάρι. Ἐδῶ καὶ μῆνες οἱ ψαράδες δὲν ἔχουν ψαρέψει παλαμίδα καὶ οἱ ἀποθῆκες εἶναι ἄδειες». <box>193 52 457 165</box>
ad-address: 5, πρώην ΜΙΝΤΑΝ ΘΕΟΥΦΙΚ — Τηλ. 54233 <box>1145 1561 1438 1576</box>
ergatika-sub-2: Δρ ΖΑΚΙ ΜΠΑΝΤΟΥΙ <box>1193 116 1391 132</box>
grammoules-par-3: ΚΑΙ λίγο ἀθλητικὸ χιοῦμορ: Δύο καλάθια συνήντησαν μεταξύ τους γιὰ ἕνα παληὸ καλάθι. — Ἔχασε ὁ ἀντίπαλος; — Πιὸ δυνατὸς σὲ τέτοια χάλια ποὺ ἦταν; — Ἐτσὶ μπράβο! <box>9 586 178 718</box>
apagxonismoi-text: Πέντε ἀπαγχονισμοὶ ἔγιναν χθὲς εἰς τὰς φυλακὰς Κάιρου. Εἰς τῶν ἀπαγχονισθέντων εἶχε συγγράψει εἰς τὴν φυλακὴν τὰ ἀπομνημονεύματα του, ἐκ τῶν ὁποίων ἐξέδιδεν ἐν τῷ τύπῳ. <box>469 259 663 391</box>
ad-city: ΚΑΙΡΟΝ <box>1249 1579 1334 1595</box>
answer-5-label: ΑΠΑΝΤΗΣΙΣ : <box>1297 881 1375 896</box>
grammoules-par-5: ΕΙΧΑ καιρὸ νὰ τὸ ἰδῶ τὸ νεόνυμφο ζευγάρι. Τί διαφορὰ μεταξὺ ἐκείνων καὶ ἐκείνης. Ἐκείνος κουρασμένος, ἐκεῖ ψαγμένος καὶ ἐκείνη χαμογελαστή. Ἔτσι εἶναι. Ἡ γυναίκα ἀνησυχεῖ γιὰ τὸ μέλλον, ὥσπου νὰ παντρευτῇ. Ὁ ἄνδρας ἀρχίζει νὰ ἀνησυχῇ γιὰ τὸ μέλλον, ἀπὸ τὴν ἡμέρα ποὺ θὰ παντρευθῇ. <box>9 987 178 1202</box>
mansouras-text-1: Ἡ παροικία χάρις εἰς τὴν πρωτοβουλίαν τῆς Ἑλληνικῆς Λέσχης, συνεκεντρώθη τὴν παρελθοῦσαν Κυριακὴν εἰς ἀποκριάτικο χορό. Τὰ μικρὰ τοῦ Νηπιαγωγείου καὶ οἱ μαθηταὶ τῶν σχολείων ἐπρωτοστάτησαν. <box>469 513 662 646</box>
koinotita-tantas-subtitle: ΕΤΗΣΙΟΝ ΜΝΗΜΟΣΥΝΟΝ <box>872 713 1070 729</box>
zoi-kairou-banner: ΑΠΟ ΤΗΝ ΖΩΗΝ ΤΟΥ ΚΑΙΡΟΥ <box>469 55 1070 147</box>
iatroi-text: Τὸ Ὑπουργεῖον Ὑγείας μελετᾷ σχέδιον συστάσεως τοῦ Συνδικάτου Ἰατρῶν, διὰ τὴν σύνταξιν τῶν ἰατρῶν ποὺ συμπληρώνουν τὸ 65ον ἔτος τῆς ἡλικίας των. <box>193 1048 457 1130</box>
sovietika-text: ΟΥΑΣΙΓΚΤΩΝ, 28.— Τέσσαρα σοβιετικὰ ἀεροπλάνα ἐπέταξαν ὑπεράνω τοῦ ἀμερικανικοῦ ἀεροπλανοφόρου «Φόρεσταλ» ἐν τῷ Ἀτλαντικῷ, κατὰ τὴν ἀνακοίνωσιν τοῦ Ὑπουργείου Ἀμύνης. <box>1297 1185 1503 1301</box>
forthgia-text-1: ΟΥΑΣΙΓΚΤΩΝ, 28.— Αἱ Ἡνωμέναι Πολιτεῖαι προσέθεσαν 14 ἀκόμη πλοῖα εἰς τὸν κατάλογον τῶν ἀπὸ ἐξένου σημαίας πλοίων ποὺ μετέφεραν φορτία εἰς τὴν Κούβαν. Μεταξὺ αὐτῶν περιλαμβάνονται τὰ ἑλληνικὰ φορτηγὰ «Ἀπόλλων», «Κλυτὼ», «Παντάνασσα» καὶ ἄλλα. <box>469 1160 662 1342</box>
answer-2-text: Ἡ ἀποζημίωσίς σας ὑπολογίζεται ὡς ἀκολούθως: ἀπὸ Ἰούλιον 1957 μέχρι Ἰούλιον 1961, 4 ἔτη Χ 12 μῆνας Χ 35 = 70 Λ.Αἰγ. Ἀπὸ Αὔγουστον 1961 μέχρι 31.5.63, 26 μῆνας Χ 35 Χ 11% = 100, 100 + 70 = 170 Λ.Αἰγ. <box>1081 569 1287 701</box>
ergatika-sub-3: ἀπαντᾷ εἰς ἐρωτήματα τῶν ἀναγνωστῶν μας <box>1139 135 1445 150</box>
col2-par-3: ΠΕΖΗ ἡ παρομοίωσις, ἀλλὰ ρεαλιστική: «Ἡ ζωὴ εἶναι ἕνα κρεμμύδι ποὺ τὸ καθαρίζουμε κλαίγοντας». <box>193 294 457 342</box>
question-2-text: Τακτικὸς ἀναγνώστης μᾶς μὲ τὰ ἀρχικὰ Γ. Α. μᾶς γράφει: «Ἐργάζομαι ὡς ὑπάλληλος εἰς ἑταιρίαν τοῦ Καΐρου ἀπὸ τὸ 1957. Ὁ μισθός μου ἀνέρχεται σήμερον εἰς 25 Λ.Α. μηνιαίως.» <box>1081 450 1287 548</box>
presvia-subtitle: ΑΝΑΚΟΙΝΩΣΙΣ <box>1128 1236 1240 1252</box>
question-5-heading: 5. — Η ΔΙΚΗ ΜΟΥ : <box>1297 758 1432 775</box>
eklipon-heading-1: ΕΞΕΛΙΠΟΝ ΚΑΙ ΑΙ ΤΕΛΕΥΤΑΙΑΙ <box>599 1568 939 1594</box>
anthi-par-4: Οἱ νέοι καὶ οἱ νέες μᾶς ἔχουν πάντα κάτι νὰ ποῦν. Τὰ ὄνειρά τους εἶναι μεγάλα καὶ ἡ ζωὴ τοὺς φαίνεται ἀτέλειωτη. Ἡ πείρα ἔρχεται ἀργότερα, ὅταν τὰ χρόνια περάσουν καὶ τὰ μαλλιὰ ἀσπρίσουν. Τότε θυμοῦνται μὲ νοσταλγία τὶς ἡμέρες ἐκεῖνες. <box>9 2214 178 2396</box>
kataschesis-text-2: Ἡ ἑταιρία ἐπιμένει ὅτι τὰ πλοῖα της ἀνήκουν εἰς ἀλλοδαπὰς ἑταιρίας καὶ ὅτι δὲν ὑπάγονται εἰς τὴν δικαιοδοσίαν τῶν ἀμερικανικῶν δικαστηρίων. Ἡ ὑπόθεσις θὰ ἐκδικασθῇ ἐντὸς τοῦ μηνός. <box>774 1444 1070 1526</box>
signature-orfanidis: ΝΙΚΗΤΑΣ ΟΡΦΑΝΙΔΗΣ <box>15 2402 174 2417</box>
ad-title: ΤΟ ΓΡΑΦΕΙΟΝ ΜΕΤΑΦΟΡΩΝ ΚΑΙ ΤΑΞΕΙΔΙΩΝ <box>1091 1446 1492 1490</box>
grammoules-par-6: ΑΠΟ τὸ ἀθηναϊκὸ ἀστυνομικὸ δελτίον: «Ἡ Ο.Μ., ἐτῶν 17, μαθήτρια, ἀπέλιπε ἐκ τῆς οἰκίας τῆς ὑπὸ τοῦ πατρὸς της Α.Β., ἐγχώμου καὶ πατρὸς αὐτῆς. Κατὰ τὰ στοιχεῖα τῆς μαθητρίας κατηγορεῖ ὡς ἐπικεφαλῆς τὸν ἐραστήν. Ἀλλ᾽ ὅραγε, γιατὶ ἡ μαθήτρια αὐτὴ ἐξέλεξε μεταξὺ τόσων ἄλλων ἀνδρῶν, ἕνα σαραντοπεντάρη;» <box>9 1229 178 1461</box>
question-1-text: Ἀναγνώστης μὲ τὰ ἀρχικὰ Κ. Π. μᾶς γράφει: «Ἐργάζομαι σὲ μικρὸν ἐπιχείρησιν ἀπὸ τὸ 1954. Τὸν Αὐγουστον τοῦ 1959, ὅταν ἡ ἐπιχείρησις προσεχώρησε εἰς τὴν Μοασσάσα, εἰσέπραξα τὴν ἀποζημίωσίν μου. Πόσα θὰ λάβω ἐὰν ἀπολυθῶ;» <box>1081 189 1287 337</box>
answer-3-text: Πρέπει νὰ ἐγγραφῆτε εἰς τὴν Μοασσάσα καὶ ἡ ἀποζημίωσίς σας θὰ καταβληθῇ μέσῳ αὐτῆς. <box>1297 375 1503 424</box>
ergatika-sub-1: Ὁ εἰδικὸς διὰ τὰ ἐργατικὰ ζητήματα <box>1169 98 1415 113</box>
